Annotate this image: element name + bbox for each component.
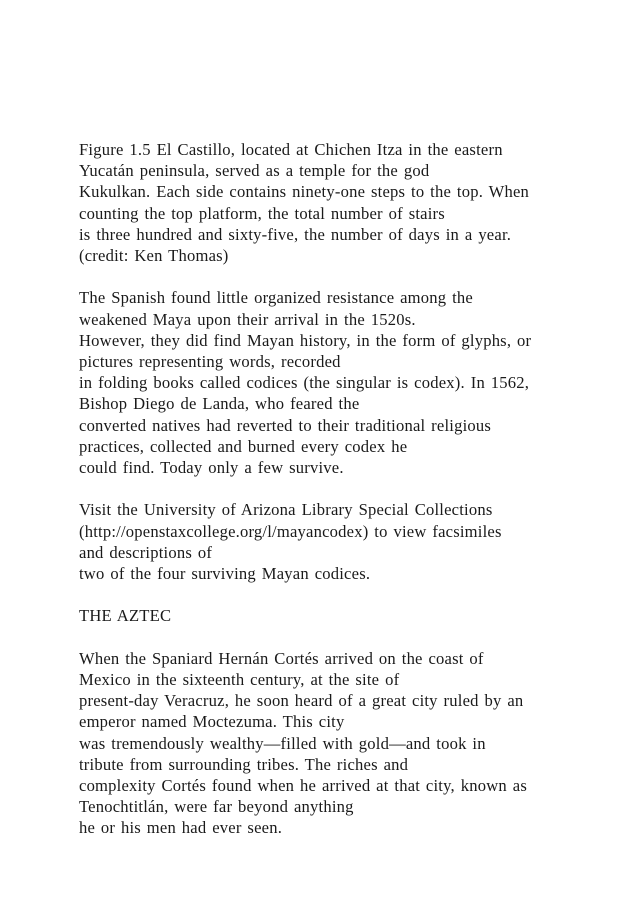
paragraph-line: When the Spaniard Hernán Cortés arrived on the coast of [79, 648, 484, 668]
document-text [79, 139, 619, 860]
paragraph-line: could find. Today only a few survive. [79, 458, 344, 478]
paragraph-line: two of the four surviving Mayan codices. [79, 564, 371, 584]
section-heading-text: THE AZTEC [79, 606, 172, 626]
paragraph-line: Bishop Diego de Landa, who feared the [79, 394, 360, 414]
paragraph-line: pictures representing words, recorded [79, 352, 341, 372]
paragraph-line: in folding books called codices (the singular is codex). In 1562, [79, 373, 530, 393]
figure-caption [79, 139, 619, 266]
paragraph-line: weakened Maya upon their arrival in the 1520s. [79, 309, 416, 329]
paragraph-maya-codices [79, 287, 619, 478]
paragraph-line: practices, collected and burned every codex he [79, 436, 408, 456]
paragraph-line-with-url: (http://openstaxcollege.org/l/mayancodex) to view facsimiles [79, 521, 502, 541]
caption-line: is three hundred and sixty-five, the number of days in a year. [79, 224, 512, 244]
paragraph-line: tribute from surrounding tribes. The riches and [79, 754, 409, 774]
paragraph-line: present-day Veracruz, he soon heard of a great city ruled by an [79, 691, 524, 711]
paragraph-line: was tremendously wealthy—filled with gold—and took in [79, 733, 486, 753]
paragraph-line: he or his men had ever seen. [79, 818, 283, 838]
paragraph-line: and descriptions of [79, 542, 213, 562]
paragraph-line: emperor named Moctezuma. This city [79, 712, 345, 732]
section-heading-aztec [79, 605, 619, 626]
caption-line: (credit: Ken Thomas) [79, 246, 229, 266]
paragraph-line: Mexico in the sixteenth century, at the site of [79, 670, 400, 690]
paragraph-visit-library [79, 499, 619, 584]
caption-line: Figure 1.5 El Castillo, located at Chichen Itza in the eastern [79, 140, 503, 159]
paragraph-line: converted natives had reverted to their traditional religious [79, 415, 492, 435]
caption-line: Yucatán peninsula, served as a temple for the god [79, 161, 430, 181]
paragraph-line: Tenochtitlán, were far beyond anything [79, 797, 354, 817]
paragraph-line: However, they did find Mayan history, in the form of glyphs, or [79, 330, 532, 350]
paragraph-aztec [79, 648, 619, 839]
paragraph-line: The Spanish found little organized resistance among the [79, 288, 473, 308]
paragraph-line: complexity Cortés found when he arrived at that city, known as [79, 776, 527, 796]
paragraph-line: Visit the University of Arizona Library Special Collections [79, 500, 493, 520]
caption-line: counting the top platform, the total number of stairs [79, 203, 445, 223]
caption-line: Kukulkan. Each side contains ninety-one steps to the top. When [79, 182, 530, 202]
